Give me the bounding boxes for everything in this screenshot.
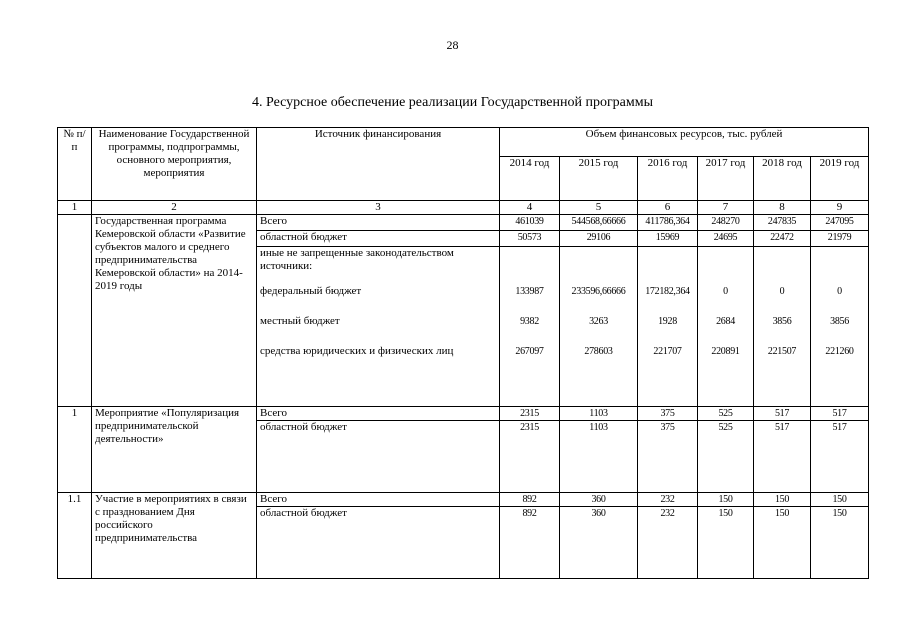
value-cell: 375 bbox=[638, 421, 698, 493]
value-cell bbox=[638, 247, 698, 285]
source-label: иные не запрещенные законодательством источники: bbox=[257, 247, 500, 285]
value-cell: 133987 bbox=[500, 285, 560, 315]
source-label: областной бюджет bbox=[257, 421, 500, 493]
subactivity-name: Участие в мероприятиях в связи с празднованием Дня российского предпринимательства bbox=[92, 493, 257, 579]
value-cell: 0 bbox=[811, 285, 869, 315]
value-cell: 517 bbox=[754, 421, 811, 493]
value-cell: 24695 bbox=[698, 231, 754, 247]
value-cell: 278603 bbox=[560, 345, 638, 407]
value-cell: 2315 bbox=[500, 421, 560, 493]
row-number: 1.1 bbox=[58, 493, 92, 579]
value-cell: 22472 bbox=[754, 231, 811, 247]
column-index: 1 bbox=[58, 201, 92, 215]
value-cell: 544568,66666 bbox=[560, 215, 638, 231]
source-label: Всего bbox=[257, 493, 500, 507]
value-cell: 220891 bbox=[698, 345, 754, 407]
section-title: 4. Ресурсное обеспечение реализации Государственной программы bbox=[251, 95, 654, 110]
value-cell: 50573 bbox=[500, 231, 560, 247]
value-cell: 375 bbox=[638, 407, 698, 421]
value-cell: 3263 bbox=[560, 315, 638, 345]
header-year: 2019 год bbox=[811, 157, 869, 201]
value-cell: 517 bbox=[754, 407, 811, 421]
value-cell: 9382 bbox=[500, 315, 560, 345]
header-year: 2015 год bbox=[560, 157, 638, 201]
value-cell: 232 bbox=[638, 493, 698, 507]
value-cell: 267097 bbox=[500, 345, 560, 407]
activity-block bbox=[58, 407, 869, 493]
value-cell: 2315 bbox=[500, 407, 560, 421]
header-name: Наименование Государственной программы, подпрограммы, основного мероприятия, мероприятия bbox=[92, 128, 257, 201]
value-cell: 1928 bbox=[638, 315, 698, 345]
value-cell bbox=[500, 247, 560, 285]
value-cell: 411786,364 bbox=[638, 215, 698, 231]
row-number bbox=[58, 215, 92, 407]
value-cell: 150 bbox=[698, 493, 754, 507]
table-header bbox=[58, 128, 869, 215]
column-index: 6 bbox=[638, 201, 698, 215]
value-cell: 892 bbox=[500, 493, 560, 507]
value-cell: 150 bbox=[754, 507, 811, 579]
value-cell: 150 bbox=[811, 493, 869, 507]
column-index: 3 bbox=[257, 201, 500, 215]
value-cell: 21979 bbox=[811, 231, 869, 247]
value-cell: 0 bbox=[754, 285, 811, 315]
value-cell: 232 bbox=[638, 507, 698, 579]
value-cell: 221507 bbox=[754, 345, 811, 407]
value-cell: 517 bbox=[811, 407, 869, 421]
column-index: 2 bbox=[92, 201, 257, 215]
column-index: 7 bbox=[698, 201, 754, 215]
value-cell: 525 bbox=[698, 407, 754, 421]
value-cell: 2684 bbox=[698, 315, 754, 345]
value-cell: 360 bbox=[560, 507, 638, 579]
value-cell bbox=[698, 247, 754, 285]
value-cell: 150 bbox=[754, 493, 811, 507]
row-number: 1 bbox=[58, 407, 92, 493]
value-cell: 15969 bbox=[638, 231, 698, 247]
header-source: Источник финансирования bbox=[257, 128, 500, 201]
header-year: 2017 год bbox=[698, 157, 754, 201]
header-volume: Объем финансовых ресурсов, тыс. рублей bbox=[500, 128, 869, 157]
program-name: Государственная программа Кемеровской области «Развитие субъектов малого и среднего предпринимательства Кемеровской области» на 2014-2019 годы bbox=[92, 215, 257, 407]
value-cell: 248270 bbox=[698, 215, 754, 231]
header-year: 2018 год bbox=[754, 157, 811, 201]
value-cell: 517 bbox=[811, 421, 869, 493]
value-cell: 360 bbox=[560, 493, 638, 507]
column-index: 5 bbox=[560, 201, 638, 215]
header-year: 2016 год bbox=[638, 157, 698, 201]
column-index: 8 bbox=[754, 201, 811, 215]
value-cell: 233596,66666 bbox=[560, 285, 638, 315]
value-cell: 3856 bbox=[811, 315, 869, 345]
value-cell: 150 bbox=[698, 507, 754, 579]
source-label: областной бюджет bbox=[257, 507, 500, 579]
value-cell: 461039 bbox=[500, 215, 560, 231]
value-cell bbox=[811, 247, 869, 285]
value-cell: 172182,364 bbox=[638, 285, 698, 315]
value-cell: 525 bbox=[698, 421, 754, 493]
subactivity-block bbox=[58, 493, 869, 579]
value-cell bbox=[560, 247, 638, 285]
value-cell: 0 bbox=[698, 285, 754, 315]
value-cell: 150 bbox=[811, 507, 869, 579]
header-num: № п/п bbox=[58, 128, 92, 201]
source-label: средства юридических и физических лиц bbox=[257, 345, 500, 407]
column-index: 9 bbox=[811, 201, 869, 215]
page-number: 28 bbox=[446, 38, 459, 52]
value-cell: 221260 bbox=[811, 345, 869, 407]
column-index: 4 bbox=[500, 201, 560, 215]
source-label: Всего bbox=[257, 407, 500, 421]
value-cell: 247835 bbox=[754, 215, 811, 231]
value-cell: 247095 bbox=[811, 215, 869, 231]
value-cell: 892 bbox=[500, 507, 560, 579]
value-cell: 3856 bbox=[754, 315, 811, 345]
source-label: Всего bbox=[257, 215, 500, 231]
value-cell: 1103 bbox=[560, 421, 638, 493]
source-label: областной бюджет bbox=[257, 231, 500, 247]
program-block bbox=[58, 215, 869, 407]
activity-name: Мероприятие «Популяризация предпринимательской деятельности» bbox=[92, 407, 257, 493]
value-cell: 1103 bbox=[560, 407, 638, 421]
financing-table bbox=[57, 127, 869, 579]
header-year: 2014 год bbox=[500, 157, 560, 201]
source-label: местный бюджет bbox=[257, 315, 500, 345]
source-label: федеральный бюджет bbox=[257, 285, 500, 315]
value-cell bbox=[754, 247, 811, 285]
value-cell: 29106 bbox=[560, 231, 638, 247]
value-cell: 221707 bbox=[638, 345, 698, 407]
